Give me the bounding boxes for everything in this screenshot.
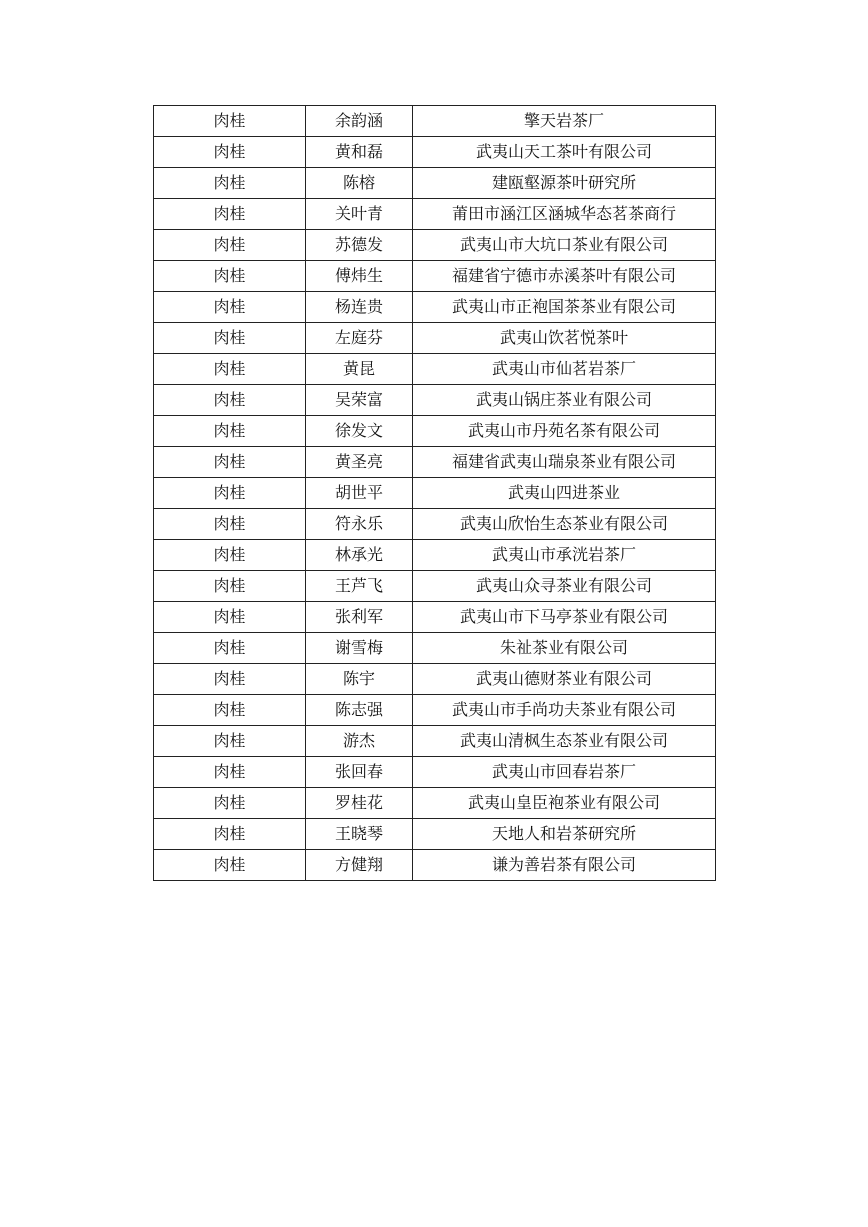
name-cell: 吴荣富 (306, 385, 413, 416)
name-cell: 谢雪梅 (306, 633, 413, 664)
company-cell: 建瓯壑源茶叶研究所 (413, 168, 716, 199)
name-cell: 杨连贵 (306, 292, 413, 323)
award-table-body (154, 106, 716, 881)
variety-cell: 肉桂 (154, 540, 306, 571)
table-row (154, 230, 716, 261)
name-cell: 王芦飞 (306, 571, 413, 602)
table-row (154, 571, 716, 602)
table-row (154, 540, 716, 571)
table-row (154, 509, 716, 540)
table-row (154, 664, 716, 695)
company-cell: 福建省武夷山瑞泉茶业有限公司 (413, 447, 716, 478)
name-cell: 苏德发 (306, 230, 413, 261)
variety-cell: 肉桂 (154, 168, 306, 199)
company-cell: 武夷山市回春岩茶厂 (413, 757, 716, 788)
company-cell: 武夷山市正袍国茶茶业有限公司 (413, 292, 716, 323)
table-row (154, 788, 716, 819)
variety-cell: 肉桂 (154, 602, 306, 633)
variety-cell: 肉桂 (154, 447, 306, 478)
name-cell: 方健翔 (306, 850, 413, 881)
name-cell: 张利军 (306, 602, 413, 633)
variety-cell: 肉桂 (154, 199, 306, 230)
name-cell: 黄昆 (306, 354, 413, 385)
variety-cell: 肉桂 (154, 292, 306, 323)
variety-cell: 肉桂 (154, 757, 306, 788)
company-cell: 谦为善岩茶有限公司 (413, 850, 716, 881)
table-row (154, 602, 716, 633)
table-row (154, 168, 716, 199)
company-cell: 莆田市涵江区涵城华态茗茶商行 (413, 199, 716, 230)
name-cell: 罗桂花 (306, 788, 413, 819)
variety-cell: 肉桂 (154, 230, 306, 261)
variety-cell: 肉桂 (154, 385, 306, 416)
company-cell: 武夷山市手尚功夫茶业有限公司 (413, 695, 716, 726)
company-cell: 福建省宁德市赤溪茶叶有限公司 (413, 261, 716, 292)
variety-cell: 肉桂 (154, 788, 306, 819)
variety-cell: 肉桂 (154, 571, 306, 602)
table-row (154, 819, 716, 850)
company-cell: 武夷山市下马亭茶业有限公司 (413, 602, 716, 633)
name-cell: 胡世平 (306, 478, 413, 509)
name-cell: 左庭芬 (306, 323, 413, 354)
company-cell: 擎天岩茶厂 (413, 106, 716, 137)
name-cell: 徐发文 (306, 416, 413, 447)
table-row (154, 137, 716, 168)
company-cell: 武夷山锅庄茶业有限公司 (413, 385, 716, 416)
variety-cell: 肉桂 (154, 664, 306, 695)
variety-cell: 肉桂 (154, 850, 306, 881)
company-cell: 武夷山市仙茗岩茶厂 (413, 354, 716, 385)
company-cell: 武夷山皇臣袍茶业有限公司 (413, 788, 716, 819)
table-row (154, 292, 716, 323)
table-row (154, 261, 716, 292)
variety-cell: 肉桂 (154, 137, 306, 168)
table-row (154, 416, 716, 447)
company-cell: 武夷山清枫生态茶业有限公司 (413, 726, 716, 757)
table-row (154, 695, 716, 726)
company-cell: 武夷山饮茗悦茶叶 (413, 323, 716, 354)
variety-cell: 肉桂 (154, 726, 306, 757)
name-cell: 符永乐 (306, 509, 413, 540)
name-cell: 余韵涵 (306, 106, 413, 137)
variety-cell: 肉桂 (154, 261, 306, 292)
table-row (154, 850, 716, 881)
name-cell: 关叶青 (306, 199, 413, 230)
table-row (154, 323, 716, 354)
variety-cell: 肉桂 (154, 695, 306, 726)
variety-cell: 肉桂 (154, 633, 306, 664)
company-cell: 武夷山市大坑口茶业有限公司 (413, 230, 716, 261)
variety-cell: 肉桂 (154, 416, 306, 447)
table-row (154, 757, 716, 788)
company-cell: 武夷山市丹苑名茶有限公司 (413, 416, 716, 447)
company-cell: 武夷山天工茶叶有限公司 (413, 137, 716, 168)
name-cell: 黄和磊 (306, 137, 413, 168)
variety-cell: 肉桂 (154, 509, 306, 540)
name-cell: 陈榕 (306, 168, 413, 199)
name-cell: 林承光 (306, 540, 413, 571)
variety-cell: 肉桂 (154, 106, 306, 137)
company-cell: 朱祉茶业有限公司 (413, 633, 716, 664)
variety-cell: 肉桂 (154, 819, 306, 850)
variety-cell: 肉桂 (154, 478, 306, 509)
variety-cell: 肉桂 (154, 323, 306, 354)
name-cell: 陈志强 (306, 695, 413, 726)
name-cell: 陈宇 (306, 664, 413, 695)
company-cell: 武夷山市承洸岩茶厂 (413, 540, 716, 571)
name-cell: 游杰 (306, 726, 413, 757)
table-row (154, 199, 716, 230)
table-row (154, 354, 716, 385)
name-cell: 张回春 (306, 757, 413, 788)
table-row (154, 726, 716, 757)
variety-cell: 肉桂 (154, 354, 306, 385)
company-cell: 武夷山众寻茶业有限公司 (413, 571, 716, 602)
table-row (154, 447, 716, 478)
table-row (154, 478, 716, 509)
company-cell: 武夷山欣怡生态茶业有限公司 (413, 509, 716, 540)
table-row (154, 106, 716, 137)
name-cell: 黄圣亮 (306, 447, 413, 478)
company-cell: 天地人和岩茶研究所 (413, 819, 716, 850)
name-cell: 王晓琴 (306, 819, 413, 850)
company-cell: 武夷山四进茶业 (413, 478, 716, 509)
name-cell: 傅炜生 (306, 261, 413, 292)
table-row (154, 385, 716, 416)
company-cell: 武夷山德财茶业有限公司 (413, 664, 716, 695)
award-table (153, 105, 716, 881)
table-row (154, 633, 716, 664)
